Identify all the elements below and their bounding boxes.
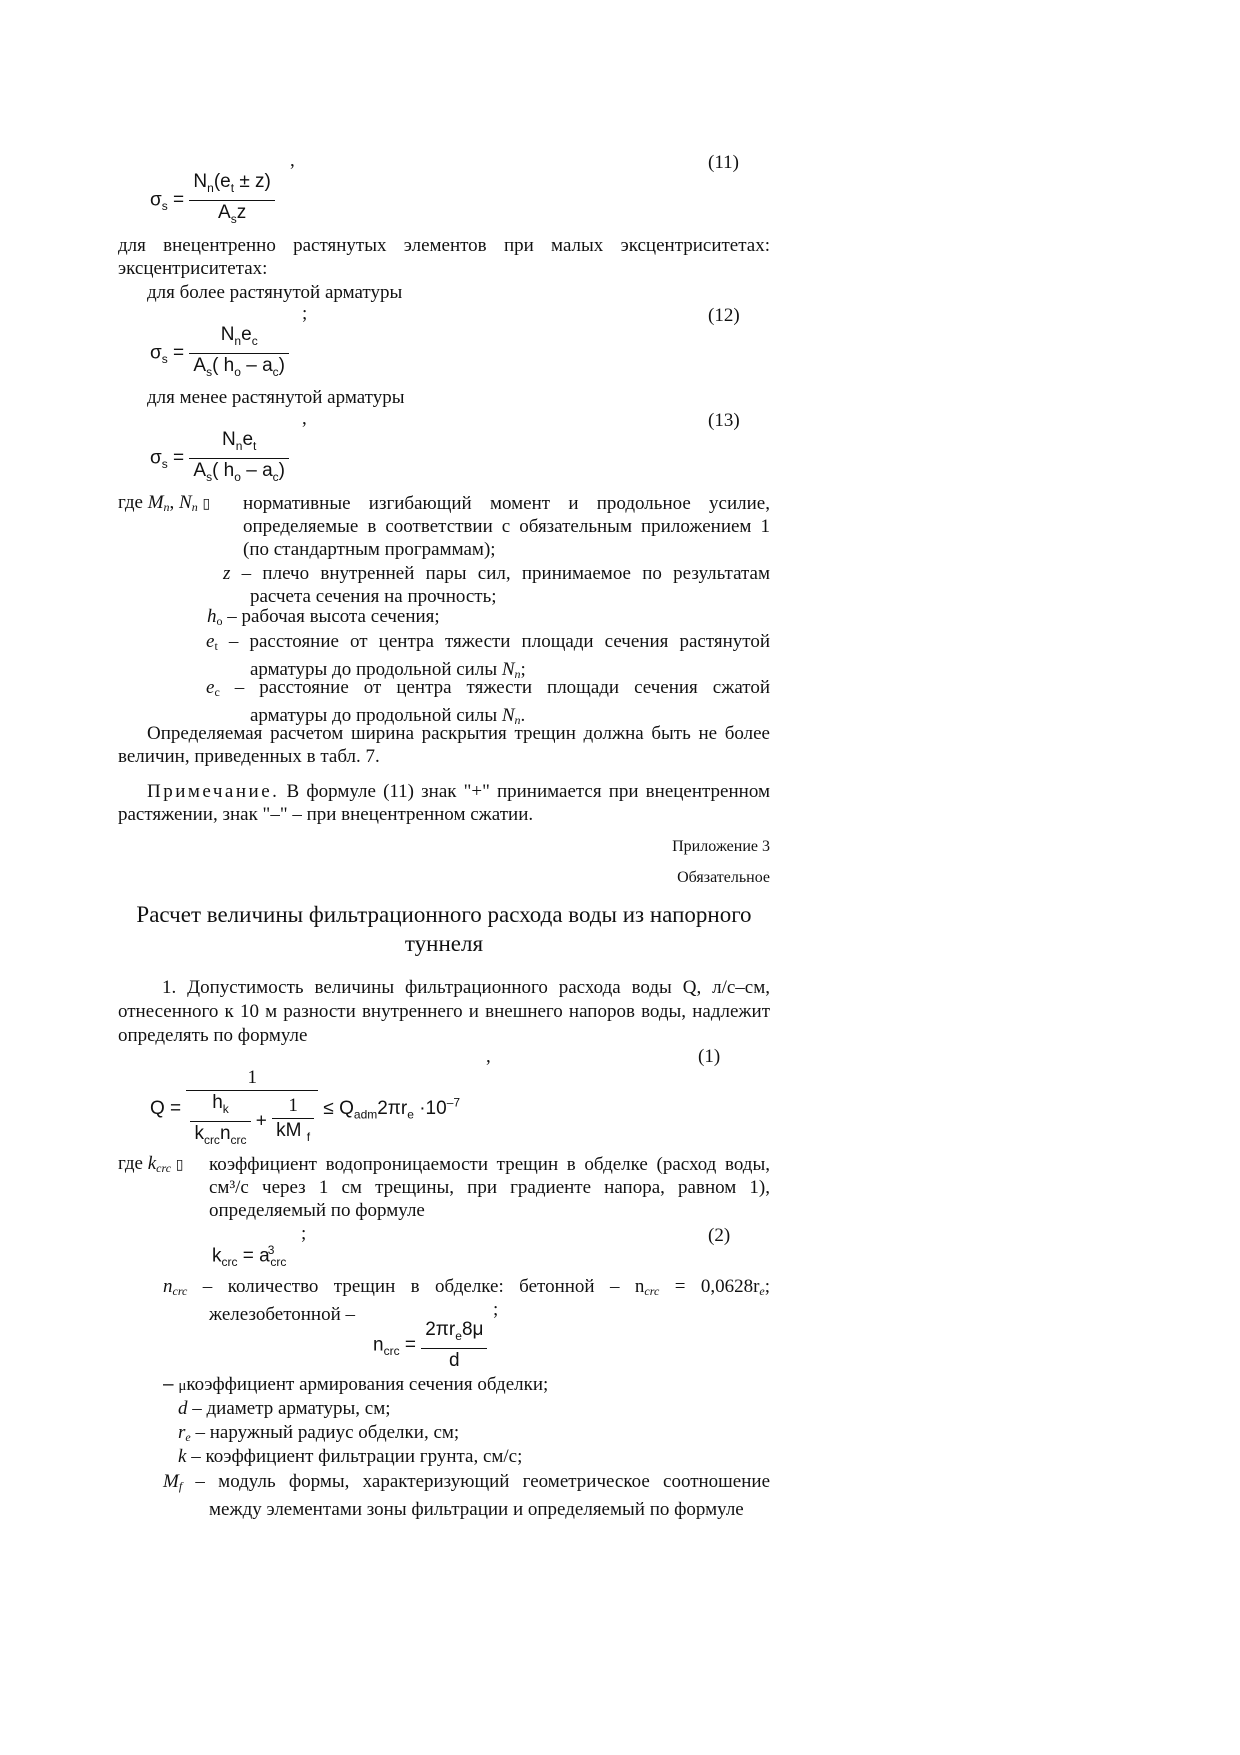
- text-more-tensioned: для более растянутой арматуры: [147, 282, 403, 303]
- eq11-number: (11): [708, 152, 739, 173]
- def-ho: $h_o$ – рабочая высота сечения;: [207, 606, 440, 628]
- eq1-punct: ,: [486, 1046, 491, 1067]
- formula-13: $\sigma_s$ = $\frac{N_ne_t}{A_s( h_o - a_c)}$: [150, 428, 289, 489]
- appendix-status: Обязательное: [677, 869, 770, 886]
- def-k: k – коэффициент фильтрации грунта, см/с;: [178, 1446, 523, 1467]
- formula-2: $k_{crc} = a^3_{crc}$: [212, 1243, 287, 1270]
- ncrc-punct: ;: [493, 1299, 499, 1320]
- def-d: d – диаметр арматуры, см;: [178, 1398, 391, 1419]
- def-z: z – плечо внутренней пары сил, принимаемое по результатам расчета сечения на прочность;: [223, 563, 771, 607]
- eq1-number: (1): [698, 1046, 721, 1067]
- crack-width-paragraph: Определяемая расчетом ширина раскрытия трещин должна быть не более величин, приведенных в табл. 7.: [118, 723, 770, 767]
- def-mn-nn: нормативные изгибающий момент и продольное усилие, определяемые в соответствии с обязательным приложением 1 (по стандартным программам);: [243, 493, 770, 560]
- eq12-punct: ;: [302, 303, 308, 324]
- where-label-2: где $k_{crc}$ ▯: [118, 1153, 184, 1175]
- text-small-eccentric-cont: эксцентриситетах:: [118, 258, 268, 279]
- eq2-punct: ;: [301, 1223, 307, 1244]
- def-kcrc: коэффициент водопроницаемости трещин в обделке (расход воды, см³/с через 1 см трещины, при градиенте напора, равном 1), определяемый по формуле: [209, 1154, 770, 1221]
- formula-ncrc: $n_{crc}$ = $\frac{2\pi r_e8\mu}{d}$: [373, 1318, 487, 1373]
- def-re: $r_e$ – наружный радиус обделки, см;: [178, 1422, 460, 1444]
- note-label: Примечание.: [147, 781, 280, 802]
- formula-11: $\sigma_s$ = $\frac{N_n(e_t \pm z)}{A_sz}$: [150, 170, 275, 231]
- note-paragraph: Примечание. В формуле (11) знак "+" принимается при внецентренном растяжении, знак "–" – при внецентренном сжатии.: [118, 781, 770, 825]
- where-label: где $M_n$, $N_n$ ▯: [118, 492, 211, 514]
- eq13-punct: ,: [302, 408, 307, 429]
- def-ncrc: $n_{crc}$ – количество трещин в обделке: бетонной – $n_{crc} = 0,0628r_e$; железобетонной –: [163, 1276, 771, 1325]
- text-less-tensioned: для менее растянутой арматуры: [147, 387, 405, 408]
- formula-1: Q = 1 $\frac{h_k}{k_{crc}n_{crc}}$ + $\frac{1}{kM _f}$ ≤ $Q_{adm}2\pi r_e \cdot 10^{-7}$: [150, 1066, 460, 1152]
- def-et: $e_t$ – расстояние от центра тяжести площади сечения растянутой арматуры до продольной силы $N_n$;: [206, 631, 771, 681]
- appendix-title: Расчет величины фильтрационного расхода воды из напорного туннеля: [136, 902, 752, 956]
- def-mf: $M_f$ – модуль формы, характеризующий геометрическое соотношение между элементами зоны фильтрации и определяемый по формуле: [163, 1471, 771, 1520]
- formula-12: $\sigma_s$ = $\frac{N_ne_c}{A_s( h_o - a_c)}$: [150, 323, 289, 384]
- def-mu: – μкоэффициент армирования сечения обделки;: [163, 1374, 549, 1395]
- eq13-number: (13): [708, 410, 740, 431]
- def-ec: $e_c$ – расстояние от центра тяжести площади сечения сжатой арматуры до продольной силы $N_n$.: [206, 677, 770, 727]
- paragraph-1: 1. Допустимость величины фильтрационного расхода воды Q, л/с–см, отнесенного к 10 м разности внутреннего и внешнего напоров воды, надлежит определять по формуле: [118, 977, 770, 1046]
- appendix-label: Приложение 3: [672, 838, 770, 855]
- text-small-eccentric: для внецентренно растянутых элементов при малых эксцентриситетах:: [118, 235, 770, 256]
- eq11-punct: ,: [290, 150, 295, 171]
- eq12-number: (12): [708, 305, 740, 326]
- eq2-number: (2): [708, 1225, 731, 1246]
